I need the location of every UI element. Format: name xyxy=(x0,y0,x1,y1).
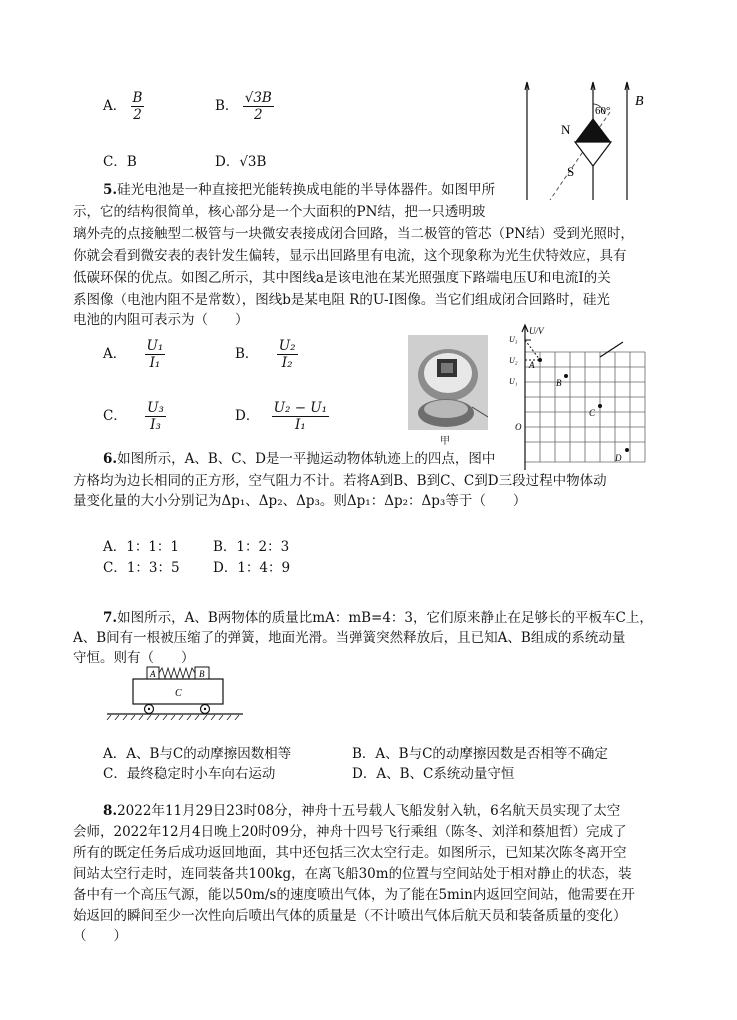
point-c xyxy=(598,404,602,408)
q5-line-1: 5.硅光电池是一种直接把光能转换成电能的半导体器件。如图甲所 xyxy=(103,182,496,198)
q4-option-b: B． $\frac{√3B}{2}$ xyxy=(215,90,272,123)
svg-text:C: C xyxy=(175,688,182,699)
q4-option-d: D．√3B xyxy=(215,154,267,170)
compass-south-half xyxy=(575,142,611,166)
point-b xyxy=(564,374,568,378)
point-a-label: A xyxy=(529,360,535,370)
q5-option-c: C． $\frac{\text{U₃}}{\text{I₃}}$ xyxy=(103,400,164,433)
line-b xyxy=(600,342,623,357)
tick-u1: U₁ xyxy=(509,377,518,386)
q5-option-a: A． $\frac{\text{U₁}}{\text{I₁}}$ xyxy=(103,338,164,371)
q5-line-4: 你就会看到微安表的表针发生偏转，显示出回路里有电流，这个现象称为光生伏特效应，具有 xyxy=(73,248,627,264)
point-a xyxy=(538,358,542,362)
compass-north-half xyxy=(575,118,593,142)
south-label: S xyxy=(567,164,575,179)
q7-line-3: 守恒。则有（ ） xyxy=(73,650,195,666)
q5-line-2: 示，它的结构很简单，核心部分是一个大面积的PN结，把一只透明玻 xyxy=(73,204,486,220)
q5-option-b: B． $\frac{\text{U₂}}{\text{I₂}}$ xyxy=(235,338,296,371)
q6-option-b: B．1：2：3 xyxy=(213,539,290,555)
q6-option-a: A．1：1：1 xyxy=(103,539,180,555)
q5-line-7: 电池的内阻可表示为（ ） xyxy=(73,312,249,328)
q6-option-d: D．1：4：9 xyxy=(213,560,291,576)
u-axis-label: U/V xyxy=(529,326,544,336)
point-b-label: B xyxy=(556,378,562,388)
q5-line-6: 系图像（电池内阻不是常数），图线b是某电阻 R的U-I图像。当它们组成闭合回路时，硅光 xyxy=(73,292,610,308)
compass-field-figure xyxy=(515,78,655,203)
q5-line-3: 璃外壳的点接触型二极管与一块微安表接成闭合回路，当二极管的管芯（PN结）受到光照时， xyxy=(73,226,634,242)
q7-line-2: A、B间有一根被压缩了的弹簧，地面光滑。当弹簧突然释放后，且已知A、B组成的系统动量 xyxy=(73,630,626,646)
svg-text:B: B xyxy=(199,669,205,679)
q7-option-d: D．A、B、C系统动量守恒 xyxy=(352,766,515,782)
q7-option-c: C．最终稳定时小车向右运动 xyxy=(103,766,276,782)
cart-spring-figure xyxy=(105,664,245,722)
q4-option-c: C．B xyxy=(103,154,137,170)
q8-line-1: 8.2022年11月29日23时08分，神舟十五号载人飞船发射入轨，6名航天员实现了太空 xyxy=(103,803,621,819)
svg-text:A: A xyxy=(150,669,156,679)
field-label: B xyxy=(635,94,644,109)
q8-line-7: （ ） xyxy=(73,928,127,944)
q8-line-6: 始返回的瞬间至少一次性向后喷出气体的质量是（不计喷出气体后航天员和装备质量的变化） xyxy=(73,908,627,924)
q7-option-b: B．A、B与C的动摩擦因数是否相等不确定 xyxy=(352,746,608,762)
spring xyxy=(159,668,195,678)
angle-label: 60° xyxy=(595,105,611,117)
q6-line-3: 量变化量的大小分别记为Δp₁、Δp₂、Δp₃。则Δp₁：Δp₂：Δp₃等于（ ） xyxy=(73,493,527,509)
dashed-tangent xyxy=(525,340,540,360)
tick-u3: U₃ xyxy=(509,335,518,344)
figure-jia-caption: 甲 xyxy=(440,436,450,447)
north-label: N xyxy=(561,122,571,137)
q5-line-5: 低碳环保的优点。如图乙所示，其中图线a是该电池在某光照强度下路端电压U和电流I的关 xyxy=(73,270,611,286)
q7-line-1: 7.如图所示，A、B两物体的质量比mA：mB=4：3，它们原来静止在足够长的平板车C上， xyxy=(103,610,653,626)
silicon-cell-photo xyxy=(408,335,488,430)
point-c-label: C xyxy=(589,408,596,418)
q6-line-2: 方格均为边长相同的正方形，空气阻力不计。若将A到B、B到C、C到D三段过程中物体动 xyxy=(73,473,607,489)
q8-line-5: 备中有一个高压气源，能以50m/s的速度喷出气体，为了能在5min内返回空间站，他需要在开 xyxy=(73,887,635,903)
q5-option-d: D． $\frac{\text{U₂ − U₁}}{\text{I₁}}$ xyxy=(235,400,328,433)
origin-label: O xyxy=(515,422,522,432)
q8-line-4: 间站太空行走时，连同装备共100kg，在离飞船30m的位置与空间站处于相对静止的状态，装 xyxy=(73,866,632,882)
q6-line-1: 6.如图所示，A、B、C、D是一平抛运动物体轨迹上的四点，图中 xyxy=(103,451,496,467)
point-d xyxy=(625,448,629,452)
q4-option-a: A． $\frac{B}{2}$ xyxy=(103,90,143,123)
q6-option-c: C．1：3：5 xyxy=(103,560,180,576)
q7-option-a: A．A、B与C的动摩擦因数相等 xyxy=(103,746,292,762)
tick-u2: U₂ xyxy=(509,356,518,365)
q8-line-2: 会师，2022年12月4日晚上20时09分，神舟十四号飞行乘组（陈冬、刘洋和蔡旭哲）完成了 xyxy=(73,824,627,840)
point-d-label: D xyxy=(615,453,622,463)
q8-line-3: 所有的既定任务后成功返回地面，其中还包括三次太空行走。如图所示，已知某次陈冬离开空 xyxy=(73,845,627,861)
u-i-graph xyxy=(505,322,650,470)
